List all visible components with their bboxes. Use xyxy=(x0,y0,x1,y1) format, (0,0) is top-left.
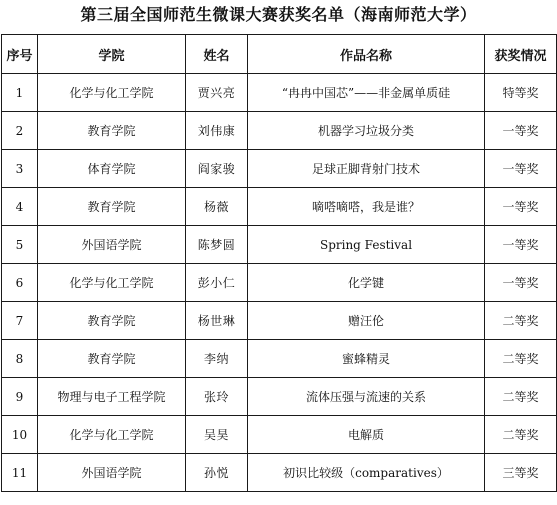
cell-college: 化学与化工学院 xyxy=(38,74,186,112)
cell-college: 教育学院 xyxy=(38,340,186,378)
cell-index: 1 xyxy=(2,74,38,112)
cell-name: 张玲 xyxy=(186,378,248,416)
table-row xyxy=(2,112,557,150)
page-title: 第三届全国师范生微课大赛获奖名单（海南师范大学） xyxy=(80,5,477,24)
cell-index: 10 xyxy=(2,416,38,454)
cell-work: Spring Festival xyxy=(248,226,485,264)
cell-award: 二等奖 xyxy=(485,378,557,416)
cell-work: 初识比较级（comparatives） xyxy=(248,454,485,492)
cell-index: 11 xyxy=(2,454,38,492)
cell-index: 3 xyxy=(2,150,38,188)
cell-work: 赠汪伦 xyxy=(248,302,485,340)
table-row xyxy=(2,302,557,340)
cell-work: 化学键 xyxy=(248,264,485,302)
cell-name: 吴昊 xyxy=(186,416,248,454)
awards-table xyxy=(1,34,557,492)
cell-award: 二等奖 xyxy=(485,340,557,378)
table-row xyxy=(2,378,557,416)
cell-work: “冉冉中国芯”——非金属单质硅 xyxy=(248,74,485,112)
cell-college: 教育学院 xyxy=(38,112,186,150)
cell-work: 蜜蜂精灵 xyxy=(248,340,485,378)
cell-award: 二等奖 xyxy=(485,302,557,340)
cell-work: 嘀嗒嘀嗒，我是谁？ xyxy=(248,188,485,226)
table-row xyxy=(2,74,557,112)
cell-name: 刘伟康 xyxy=(186,112,248,150)
cell-award: 特等奖 xyxy=(485,74,557,112)
cell-award: 三等奖 xyxy=(485,454,557,492)
table-row xyxy=(2,454,557,492)
cell-college: 教育学院 xyxy=(38,188,186,226)
cell-index: 8 xyxy=(2,340,38,378)
table-row xyxy=(2,188,557,226)
cell-name: 贾兴亮 xyxy=(186,74,248,112)
cell-award: 一等奖 xyxy=(485,188,557,226)
cell-college: 化学与化工学院 xyxy=(38,264,186,302)
cell-college: 体育学院 xyxy=(38,150,186,188)
header-work: 作品名称 xyxy=(248,35,485,74)
cell-college: 物理与电子工程学院 xyxy=(38,378,186,416)
table-row xyxy=(2,264,557,302)
cell-name: 孙悦 xyxy=(186,454,248,492)
cell-work: 流体压强与流速的关系 xyxy=(248,378,485,416)
table-row xyxy=(2,340,557,378)
cell-award: 一等奖 xyxy=(485,112,557,150)
cell-college: 外国语学院 xyxy=(38,454,186,492)
header-college: 学院 xyxy=(38,35,186,74)
cell-college: 教育学院 xyxy=(38,302,186,340)
cell-name: 杨世琳 xyxy=(186,302,248,340)
cell-work: 电解质 xyxy=(248,416,485,454)
cell-college: 外国语学院 xyxy=(38,226,186,264)
table-row xyxy=(2,150,557,188)
table-row xyxy=(2,226,557,264)
header-award: 获奖情况 xyxy=(485,35,557,74)
header-name: 姓名 xyxy=(186,35,248,74)
cell-college: 化学与化工学院 xyxy=(38,416,186,454)
cell-work: 足球正脚背射门技术 xyxy=(248,150,485,188)
cell-index: 2 xyxy=(2,112,38,150)
cell-work: 机器学习垃圾分类 xyxy=(248,112,485,150)
cell-award: 一等奖 xyxy=(485,150,557,188)
cell-award: 一等奖 xyxy=(485,264,557,302)
header-index: 序号 xyxy=(2,35,38,74)
cell-name: 杨薇 xyxy=(186,188,248,226)
cell-name: 彭小仁 xyxy=(186,264,248,302)
table-header-row xyxy=(2,35,557,74)
table-row xyxy=(2,416,557,454)
cell-name: 阎家骏 xyxy=(186,150,248,188)
cell-index: 7 xyxy=(2,302,38,340)
cell-award: 一等奖 xyxy=(485,226,557,264)
cell-index: 4 xyxy=(2,188,38,226)
cell-index: 6 xyxy=(2,264,38,302)
table-body xyxy=(2,74,557,492)
cell-award: 二等奖 xyxy=(485,416,557,454)
cell-index: 5 xyxy=(2,226,38,264)
cell-name: 李纳 xyxy=(186,340,248,378)
cell-index: 9 xyxy=(2,378,38,416)
cell-name: 陈梦圆 xyxy=(186,226,248,264)
